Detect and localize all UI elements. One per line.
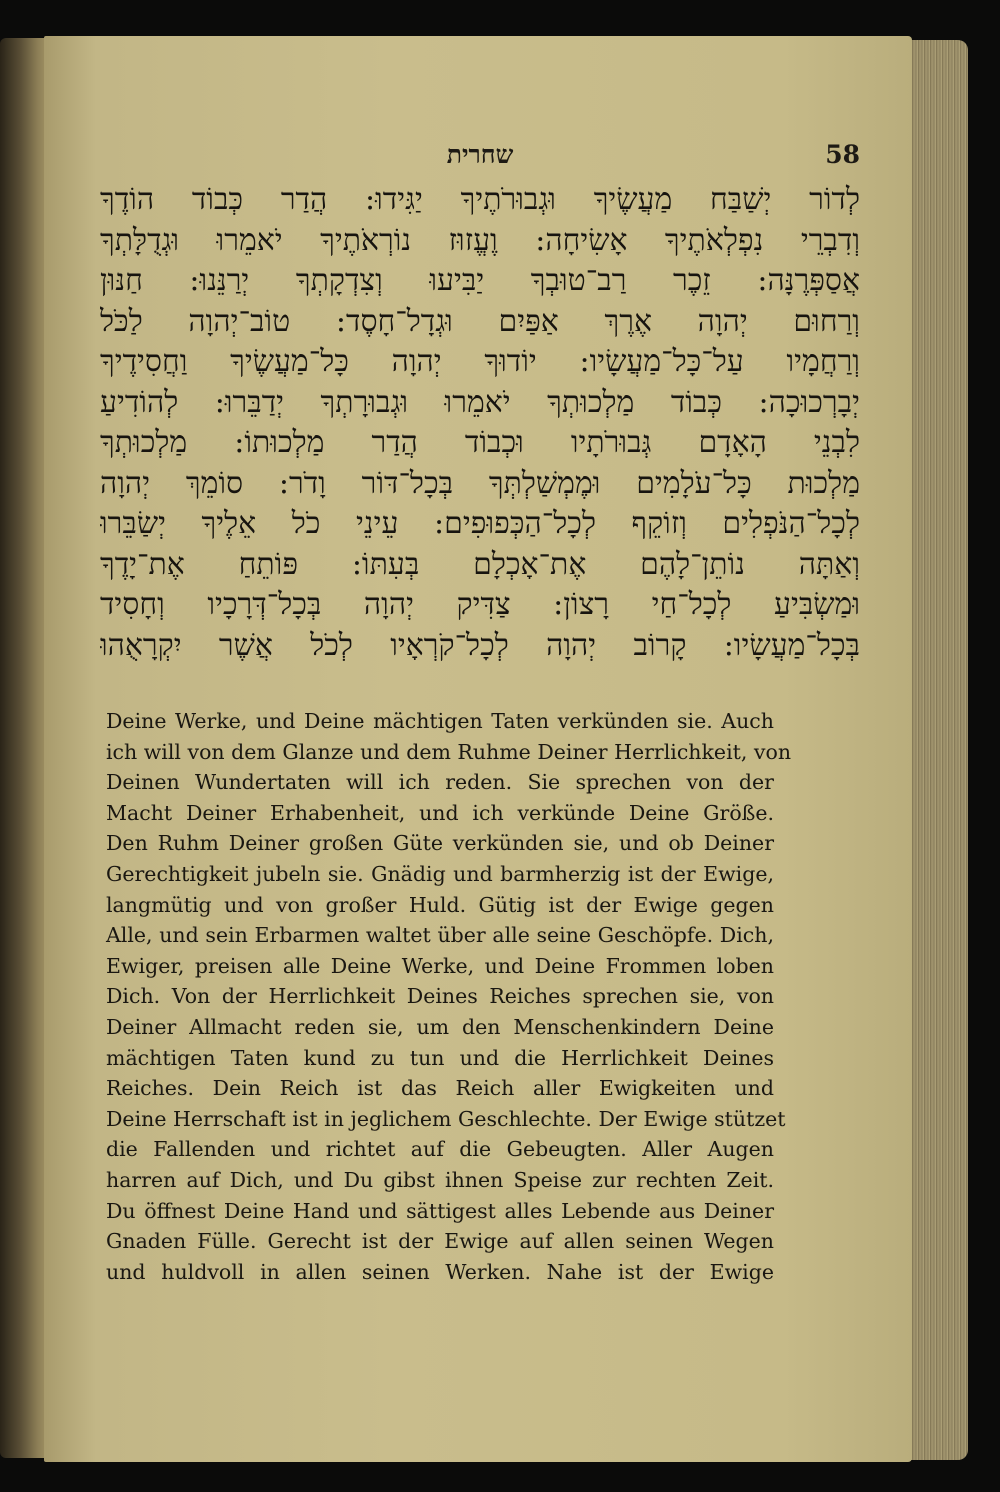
hebrew-line: אֲסַפְּרֶנָּה: זֵכֶר רַב־טוּבְךָ יַבִּיעוּ וְצִדְקָתְךָ יְרַנֵּנוּ: חַנּוּן <box>100 263 860 298</box>
german-line: Ewiger, preisen alle Deine Werke, und Deine Frommen loben <box>106 953 774 978</box>
german-line: langmütig und von großer Huld. Gütig ist der Ewige gegen <box>106 892 774 917</box>
page-number: 58 <box>825 140 860 169</box>
german-line: Gerechtigkeit jubeln sie. Gnädig und barmherzig ist der Ewige, <box>106 861 774 886</box>
german-line: die Fallenden und richtet auf die Gebeugten. Aller Augen <box>106 1137 774 1162</box>
german-line: und huldvoll in allen seinen Werken. Nahe ist der Ewige <box>106 1259 774 1284</box>
hebrew-text <box>100 180 860 666</box>
german-line: Deinen Wundertaten will ich reden. Sie sprechen von der <box>106 770 774 795</box>
german-line: Deine Herrschaft ist in jeglichem Geschlechte. Der Ewige stützet <box>106 1106 786 1131</box>
hebrew-line: לְכָל־הַנֹּפְלִים וְזוֹקֵף לְכָל־הַכְּפוּפִים: עֵינֵי כֹל אֵלֶיךָ יְשַׂבֵּרוּ <box>100 506 860 541</box>
hebrew-line: לְדוֹר יְשַׁבַּח מַעֲשֶׂיךָ וּגְבוּרֹתֶיךָ יַגִּידוּ: הֲדַר כְּבוֹד הוֹדֶךָ <box>100 182 860 217</box>
german-line: Den Ruhm Deiner großen Güte verkünden sie, und ob Deiner <box>106 831 774 856</box>
hebrew-line: וְדִבְרֵי נִפְלְאֹתֶיךָ אָשִׂיחָה: וֶעֱזוּז נוֹרְאֹתֶיךָ יֹאמֵרוּ וּגְדֻלָּתְךָ <box>100 222 860 258</box>
german-line: Alle, und sein Erbarmen waltet über alle seine Geschöpfe. Dich, <box>106 923 774 948</box>
hebrew-line: וְרַחוּם יְהוָה אֶרֶךְ אַפַּיִם וּגְדָל־חָסֶד: טוֹב־יְהוָה לַכֹּל <box>100 303 860 339</box>
german-line: mächtigen Taten kund zu tun und die Herrlichkeit Deines <box>106 1045 774 1070</box>
german-translation <box>106 706 792 1287</box>
hebrew-line: לִבְנֵי הָאָדָם גְּבוּרֹתָיו וּכְבוֹד הֲדַר מַלְכוּתוֹ: מַלְכוּתְךָ <box>100 425 860 460</box>
german-line: Gnaden Fülle. Gerecht ist der Ewige auf allen seinen Wegen <box>106 1229 774 1254</box>
page-header <box>100 140 860 180</box>
german-line: Dich. Von der Herrlichkeit Deines Reiches sprechen sie, von <box>106 984 774 1009</box>
hebrew-line: וְרַחֲמָיו עַל־כָּל־מַעֲשָׂיו: יוֹדוּךָ יְהוָה כָּל־מַעֲשֶׂיךָ וַחֲסִידֶיךָ <box>100 344 860 379</box>
german-line: ich will von dem Glanze und dem Ruhme Deiner Herrlichkeit, von <box>106 739 792 764</box>
hebrew-line: בְּכָל־מַעֲשָׂיו: קָרוֹב יְהוָה לְכָל־קֹרְאָיו לְכֹל אֲשֶׁר יִקְרָאֻהוּ <box>100 627 860 663</box>
hebrew-line: מַלְכוּת כָּל־עֹלָמִים וּמֶמְשַׁלְתְּךָ בְּכָל־דּוֹר וָדֹר: סוֹמֵךְ יְהוָה <box>100 465 860 501</box>
hebrew-line: וּמַשְׂבִּיעַ לְכָל־חַי רָצוֹן: צַדִּיק יְהוָה בְּכָל־דְּרָכָיו וְחָסִיד <box>100 587 860 622</box>
book-left-edge <box>0 38 46 1458</box>
german-line: Du öffnest Deine Hand und sättigest alles Lebende aus Deiner <box>106 1198 774 1223</box>
german-line: Macht Deiner Erhabenheit, und ich verkünde Deine Größe. <box>106 800 774 825</box>
german-line: Deiner Allmacht reden sie, um den Menschenkindern Deine <box>106 1014 774 1039</box>
hebrew-line: יְבָרְכוּכָה: כְּבוֹד מַלְכוּתְךָ יֹאמֵרוּ וּגְבוּרָתְךָ יְדַבֵּרוּ: לְהוֹדִיעַ <box>100 384 860 420</box>
running-head: שחרית <box>446 140 514 169</box>
german-line: harren auf Dich, und Du gibst ihnen Speise zur rechten Zeit. <box>106 1167 774 1192</box>
german-line: Deine Werke, und Deine mächtigen Taten verkünden sie. Auch <box>106 709 774 733</box>
hebrew-line: וְאַתָּה נוֹתֵן־לָהֶם אֶת־אָכְלָם בְּעִתּוֹ: פּוֹתֵחַ אֶת־יָדֶךָ <box>100 546 860 582</box>
german-line: Reiches. Dein Reich ist das Reich aller Ewigkeiten und <box>106 1076 774 1101</box>
